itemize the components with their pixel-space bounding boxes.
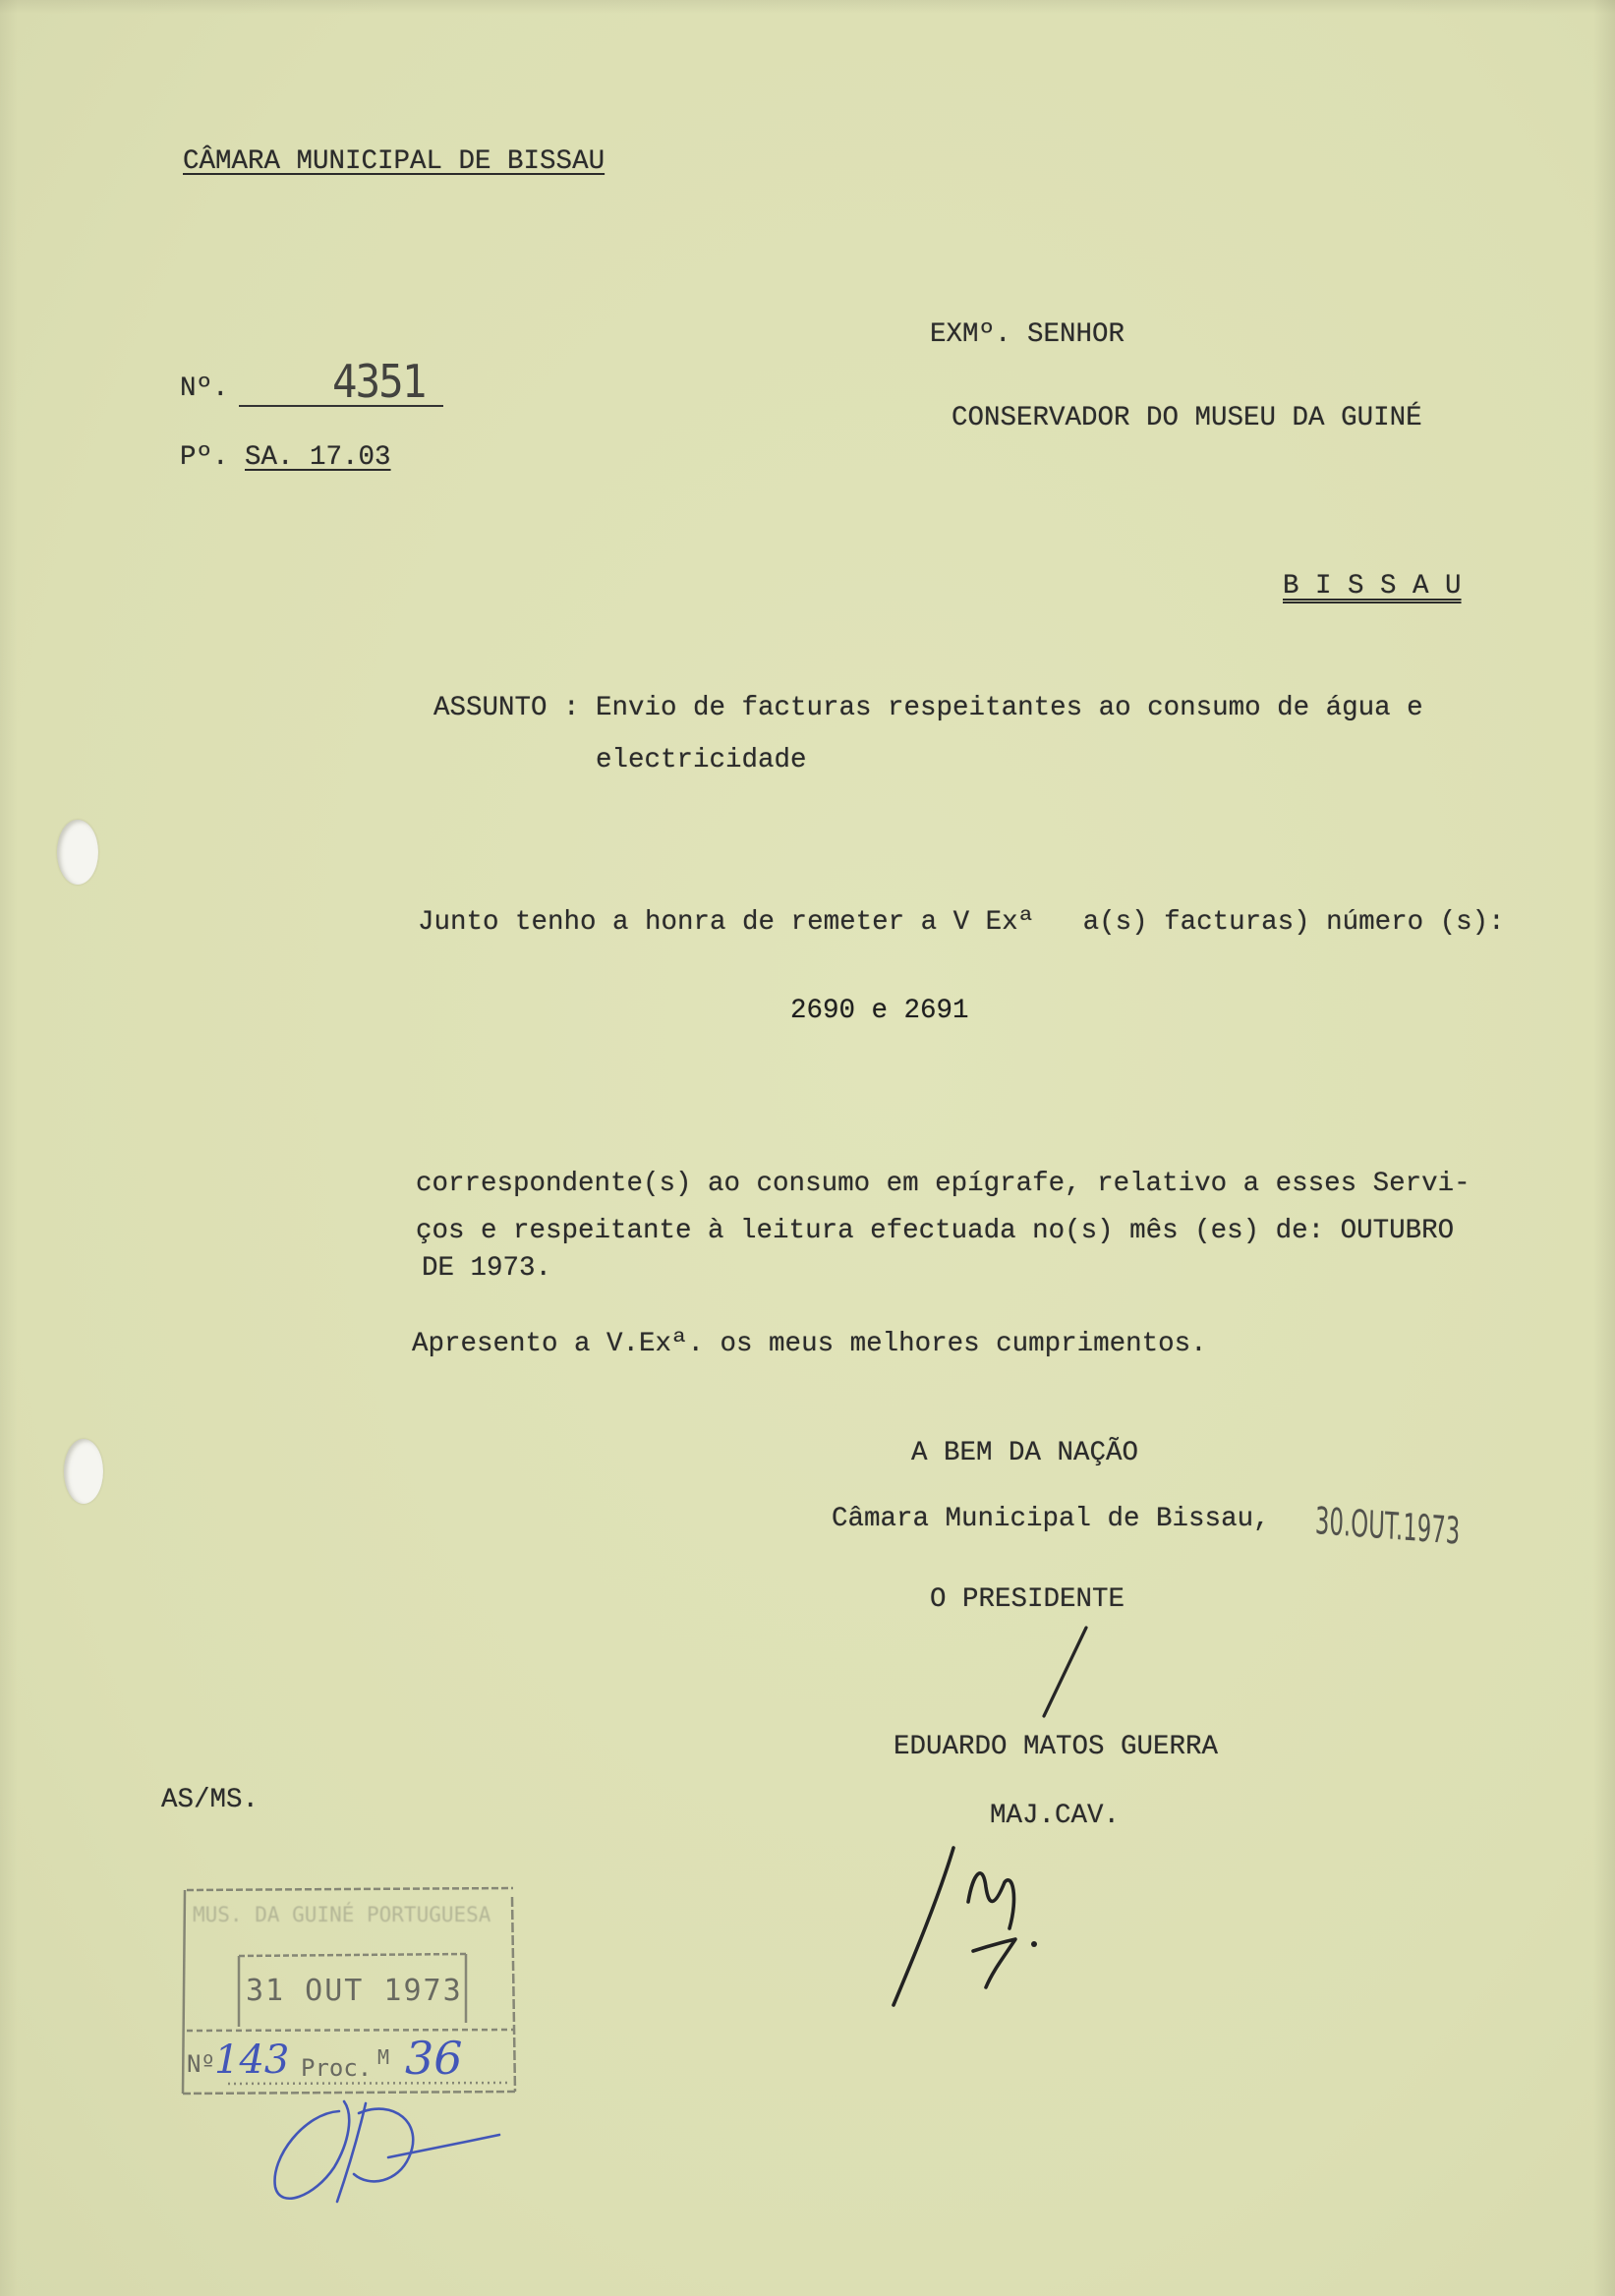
president-signature-seven bbox=[973, 1939, 1015, 1987]
addressee-title: CONSERVADOR DO MUSEU DA GUINÉ bbox=[952, 403, 1422, 433]
receipt-stamp-number-label: Nº bbox=[187, 2050, 215, 2078]
body-line-3: DE 1973. bbox=[422, 1253, 552, 1284]
date-stamp: 30.OUT.1973 bbox=[1314, 1499, 1461, 1553]
signatory-name: EDUARDO MATOS GUERRA bbox=[894, 1732, 1219, 1762]
president-signature-dot bbox=[1031, 1941, 1037, 1947]
receipt-stamp-process-number: 36 bbox=[405, 2032, 463, 2085]
subject-label: ASSUNTO : bbox=[433, 693, 597, 723]
signatory-role: O PRESIDENTE bbox=[930, 1584, 1125, 1615]
punch-hole-top bbox=[57, 820, 98, 885]
receipt-signature-stem bbox=[337, 2103, 366, 2202]
president-slash-mark bbox=[1044, 1628, 1086, 1716]
addressee-salutation: EXMº. SENHOR bbox=[930, 319, 1125, 350]
receipt-stamp-divider bbox=[187, 2030, 513, 2031]
receipt-stamp-frame-bottom bbox=[183, 2092, 515, 2094]
institution-header: CÂMARA MUNICIPAL DE BISSAU bbox=[183, 146, 606, 177]
president-signature-loop bbox=[968, 1873, 1013, 1928]
receipt-stamp-frame-top bbox=[187, 1888, 513, 1890]
motto: A BEM DA NAÇÃO bbox=[911, 1438, 1139, 1468]
receipt-signature-tail bbox=[388, 2135, 499, 2157]
receipt-signature-bowl bbox=[354, 2109, 413, 2182]
addressee-city: B I S S A U bbox=[1283, 571, 1462, 602]
receipt-signature-loop bbox=[275, 2101, 350, 2199]
process-code: SA. 17.03 bbox=[245, 442, 391, 473]
receipt-stamp-frame-left bbox=[183, 1890, 185, 2094]
typist-initials: AS/MS. bbox=[161, 1785, 260, 1815]
receipt-stamp-frame-right bbox=[512, 1897, 515, 2092]
receipt-stamp-number: 143 bbox=[214, 2038, 290, 2083]
subject-line-1: Envio de facturas respeitantes ao consumo de água e bbox=[596, 693, 1423, 723]
reference-number-stamp: 4351 bbox=[332, 355, 426, 408]
receipt-stamp-date: 31 OUT 1973 bbox=[246, 1974, 463, 2008]
invoice-numbers: 2690 e 2691 bbox=[790, 996, 969, 1026]
receipt-stamp-process-label: Proc. bbox=[301, 2054, 373, 2082]
body-intro: Junto tenho a honra de remeter a V Exª a(s) facturas) número (s): bbox=[418, 907, 1505, 938]
signatory-rank: MAJ.CAV. bbox=[990, 1801, 1121, 1831]
president-signature-stroke bbox=[894, 1848, 953, 2005]
punch-hole-bottom bbox=[64, 1439, 103, 1504]
receipt-stamp-dotted-line bbox=[228, 2083, 509, 2084]
receipt-stamp-inner-top bbox=[239, 1954, 466, 1956]
body-line-1: correspondente(s) ao consumo em epígrafe, relativo a esses Servi- bbox=[416, 1169, 1471, 1199]
body-closing: Apresento a V.Exª. os meus melhores cumprimentos. bbox=[412, 1329, 1207, 1359]
reference-number-label: Nº. bbox=[180, 373, 229, 404]
process-label: Pº. bbox=[180, 442, 229, 473]
place-line: Câmara Municipal de Bissau, bbox=[832, 1504, 1270, 1534]
receipt-stamp-process-series: M bbox=[377, 2045, 390, 2069]
body-line-2: ços e respeitante à leitura efectuada no(s) mês (es) de: OUTUBRO bbox=[416, 1216, 1455, 1246]
subject-line-2: electricidade bbox=[596, 745, 807, 775]
receipt-stamp-institution: MUS. DA GUINÉ PORTUGUESA bbox=[193, 1903, 491, 1926]
